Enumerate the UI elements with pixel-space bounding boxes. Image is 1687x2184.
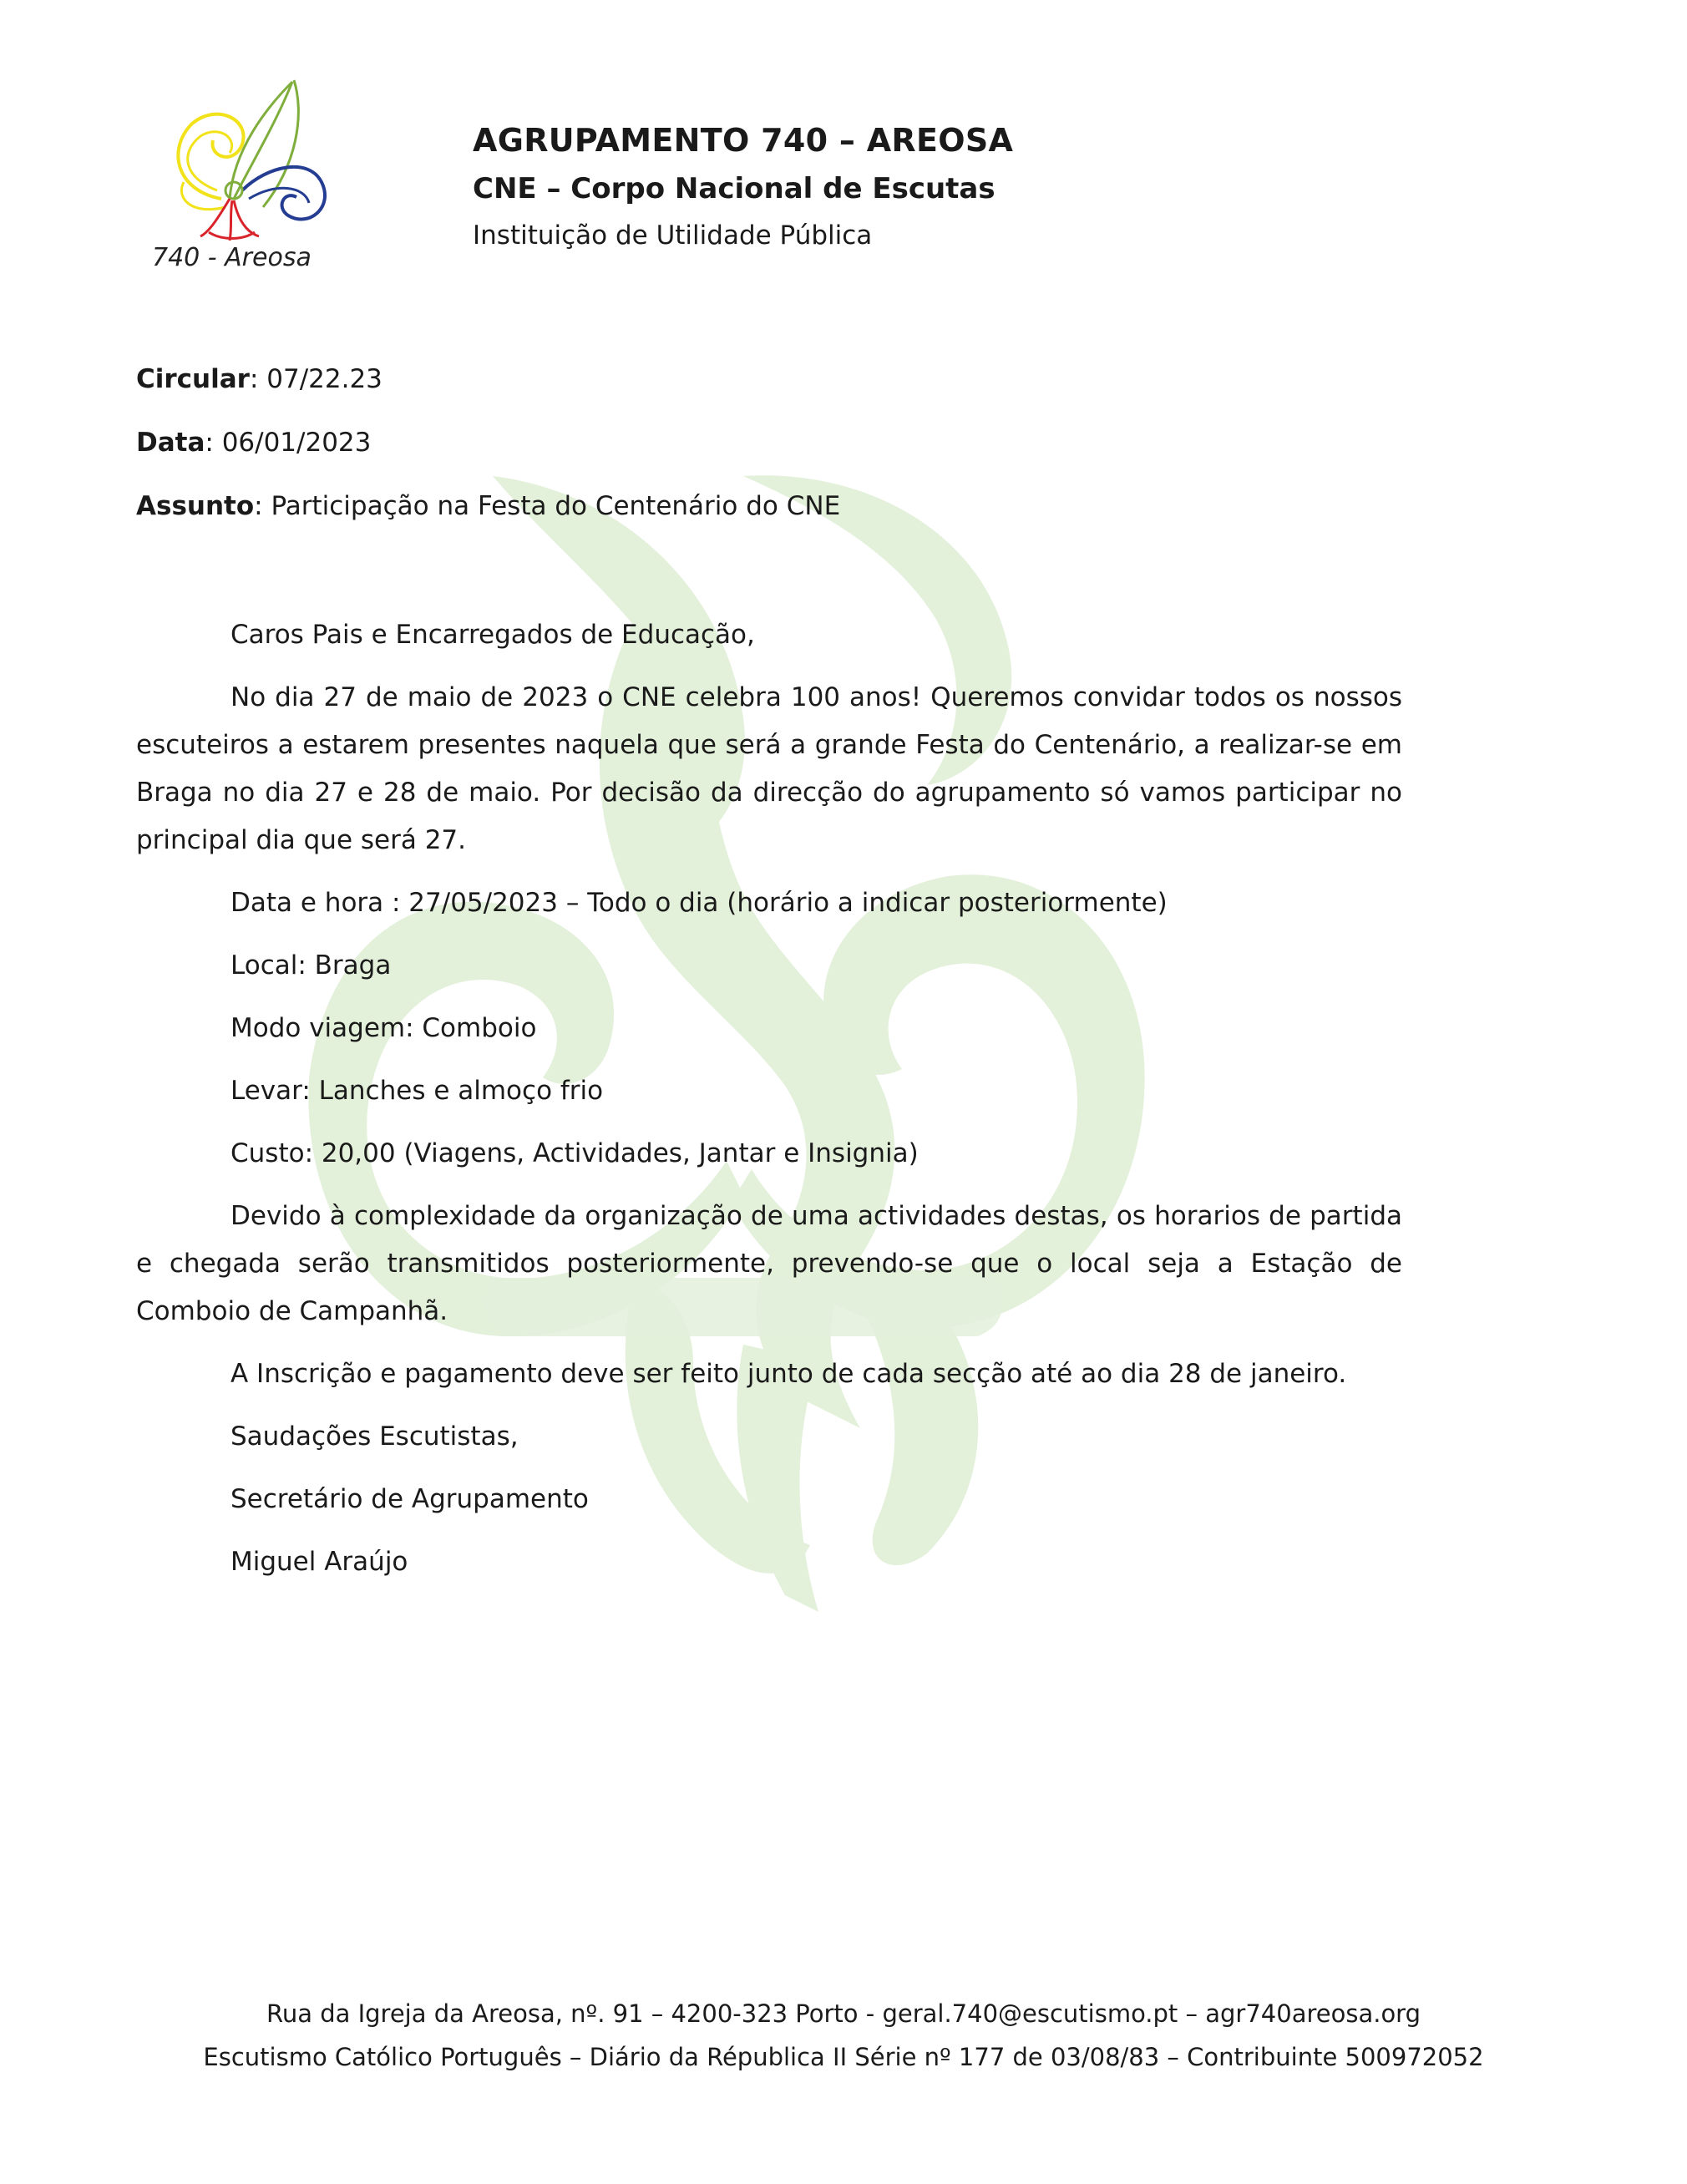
subject-value: : Participação na Festa do Centenário do CNE xyxy=(254,491,841,521)
subject-label: Assunto xyxy=(136,491,255,521)
complexity-paragraph: Devido à complexidade da organização de uma actividades destas, os horarios de partida e chegada serão transmitidos posteriormente, prevendo-se que o local seja a Estação de Comboio de Campanhã. xyxy=(136,1201,1402,1326)
event-cost: Custo: 20,00 (Viagens, Actividades, Jantar e Insignia) xyxy=(231,1138,919,1168)
organization-name: AGRUPAMENTO 740 – AREOSA xyxy=(473,122,1014,159)
letterhead xyxy=(473,119,1013,254)
signer-name: Miguel Araújo xyxy=(231,1547,408,1577)
intro-paragraph: No dia 27 de maio de 2023 o CNE celebra 100 anos! Queremos convidar todos os nossos escuteiros a estarem presentes naquela que será a grande Festa do Centenário, a realizar-se em Braga no dia 27 e 28 de maio. Por decisão da direcção do agrupamento só vamos participar no principal dia que será 27. xyxy=(136,682,1402,855)
greeting: Caros Pais e Encarregados de Educação, xyxy=(231,620,755,650)
registration-paragraph: A Inscrição e pagamento deve ser feito junto de cada secção até ao dia 28 de janeiro. xyxy=(231,1359,1347,1389)
footer-registry: Escutismo Católico Português – Diário da Républica II Série nº 177 de 03/08/83 – Contribuinte 500972052 xyxy=(203,2043,1484,2071)
subject-row xyxy=(136,488,1406,524)
institution-status: Instituição de Utilidade Pública xyxy=(473,220,873,251)
event-location: Local: Braga xyxy=(231,950,392,981)
date-value: : 06/01/2023 xyxy=(205,428,372,458)
circular-row xyxy=(136,361,1406,398)
closing-greeting: Saudações Escutistas, xyxy=(231,1421,519,1452)
circular-value: : 07/22.23 xyxy=(249,364,382,394)
signer-role: Secretário de Agrupamento xyxy=(231,1484,589,1514)
date-row xyxy=(136,424,1406,461)
items-to-bring: Levar: Lanches e almoço frio xyxy=(231,1076,604,1106)
circular-meta xyxy=(136,361,1406,551)
svg-text:740 - Areosa: 740 - Areosa xyxy=(152,243,312,272)
travel-mode: Modo viagem: Comboio xyxy=(231,1013,537,1043)
letter-body xyxy=(136,611,1402,1601)
footer-address: Rua da Igreja da Areosa, nº. 91 – 4200-323 Porto - geral.740@escutismo.pt – agr740areosa.org xyxy=(266,1999,1421,2028)
cne-name: CNE – Corpo Nacional de Escutas xyxy=(473,172,995,205)
date-label: Data xyxy=(136,428,205,458)
event-date-time: Data e hora : 27/05/2023 – Todo o dia (horário a indicar posteriormente) xyxy=(231,888,1168,918)
areosa-logo xyxy=(150,73,351,274)
circular-label: Circular xyxy=(136,364,250,394)
